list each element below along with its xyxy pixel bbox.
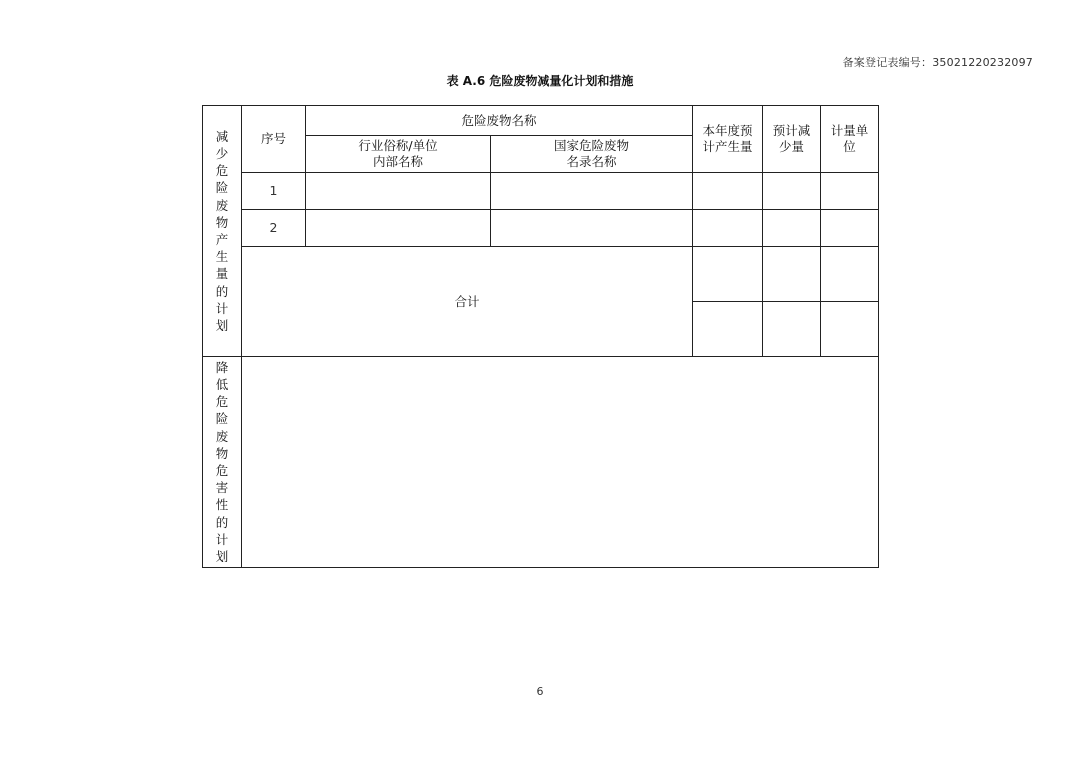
row-industry-name-cell[interactable] bbox=[306, 210, 491, 247]
total-reduction-cell-2[interactable] bbox=[763, 302, 821, 357]
section-hazard-label bbox=[203, 357, 242, 568]
header-national-line1: 国家危险废物 bbox=[554, 138, 630, 154]
header-annual-line2: 计产生量 bbox=[702, 139, 753, 154]
total-unit-cell[interactable] bbox=[821, 247, 879, 302]
row-reduction-cell[interactable] bbox=[763, 173, 821, 210]
row-reduction-cell[interactable] bbox=[763, 210, 821, 247]
row-industry-name-cell[interactable] bbox=[306, 173, 491, 210]
header-annual-output bbox=[693, 106, 763, 173]
row-national-name-cell[interactable] bbox=[491, 210, 693, 247]
header-unit-line1: 计量单 bbox=[830, 123, 869, 139]
header-unit-line2: 位 bbox=[843, 139, 856, 154]
header-seq: 序号 bbox=[242, 106, 306, 173]
header-industry-line1: 行业俗称/单位 bbox=[358, 138, 438, 154]
header-national-line2: 名录名称 bbox=[566, 154, 617, 169]
registration-label: 备案登记表编号： bbox=[842, 56, 933, 69]
hazard-plan-content-cell[interactable] bbox=[242, 357, 879, 568]
page-number: 6 bbox=[536, 685, 544, 698]
header-annual-line1: 本年度预 bbox=[702, 123, 753, 139]
header-unit bbox=[821, 106, 879, 173]
table-row bbox=[203, 210, 879, 247]
total-reduction-cell[interactable] bbox=[763, 247, 821, 302]
header-waste-name-group: 危险废物名称 bbox=[306, 106, 693, 136]
row-seq: 1 bbox=[242, 173, 306, 210]
total-unit-cell-2[interactable] bbox=[821, 302, 879, 357]
section-reduce-label bbox=[203, 106, 242, 357]
table-row bbox=[203, 173, 879, 210]
total-label: 合计 bbox=[242, 247, 693, 357]
header-expected-reduction bbox=[763, 106, 821, 173]
table-title: 表 A.6 危险废物减量化计划和措施 bbox=[446, 74, 634, 88]
header-national-name bbox=[491, 136, 693, 173]
row-annual-output-cell[interactable] bbox=[693, 210, 763, 247]
row-national-name-cell[interactable] bbox=[491, 173, 693, 210]
row-unit-cell[interactable] bbox=[821, 210, 879, 247]
row-seq: 2 bbox=[242, 210, 306, 247]
row-annual-output-cell[interactable] bbox=[693, 173, 763, 210]
header-industry-line2: 内部名称 bbox=[372, 154, 423, 169]
registration-value: 35021220232097 bbox=[932, 56, 1033, 69]
registration-number bbox=[843, 54, 1033, 70]
row-unit-cell[interactable] bbox=[821, 173, 879, 210]
header-industry-name bbox=[306, 136, 491, 173]
header-reduce-line1: 预计减 bbox=[772, 123, 811, 139]
section-reduce-text: 减 少 危 险 废 物 产 生 量 的 计 划 bbox=[215, 128, 229, 334]
section-hazard-text: 降 低 危 险 废 物 危 害 性 的 计 划 bbox=[215, 359, 229, 565]
header-reduce-line2: 少量 bbox=[779, 139, 805, 154]
total-annual-output-cell[interactable] bbox=[693, 247, 763, 302]
total-annual-output-cell-2[interactable] bbox=[693, 302, 763, 357]
waste-reduction-table bbox=[202, 105, 879, 568]
